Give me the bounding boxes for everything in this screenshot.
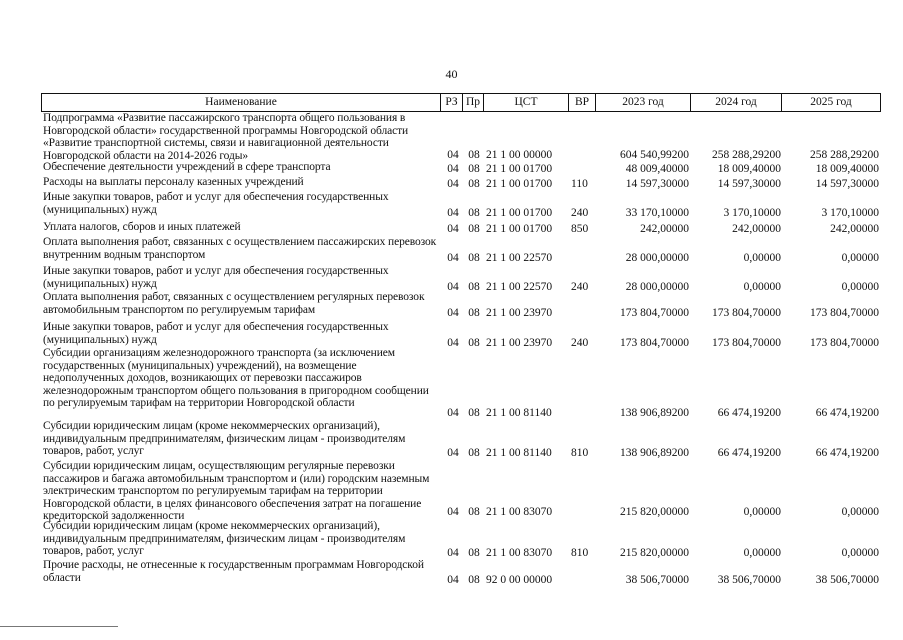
cell-y2025: 173 804,70000 [810, 337, 879, 349]
cell-y2024: 3 170,10000 [723, 207, 781, 219]
cell-rz: 04 [447, 574, 459, 586]
cell-cst: 21 1 00 01700 [486, 223, 553, 235]
footer-divider [0, 626, 118, 627]
cell-pr: 08 [468, 307, 480, 319]
cell-y2023: 173 804,70000 [620, 307, 689, 319]
cell-y2024: 66 474,19200 [717, 407, 781, 419]
header-2025: 2025 год [781, 93, 881, 112]
cell-y2025: 38 506,70000 [815, 574, 879, 586]
cell-name: Оплата выполнения работ, связанных с осуществлением пассажирских перевозок внутренним водным транспортом [43, 236, 437, 261]
cell-y2025: 242,00000 [830, 223, 879, 235]
cell-pr: 08 [468, 223, 480, 235]
cell-pr: 08 [468, 337, 480, 349]
cell-vr: 850 [571, 223, 589, 235]
cell-y2023: 33 170,10000 [625, 207, 689, 219]
cell-y2023: 38 506,70000 [625, 574, 689, 586]
cell-rz: 04 [447, 407, 459, 419]
cell-y2024: 173 804,70000 [712, 337, 781, 349]
cell-y2025: 0,00000 [841, 547, 879, 559]
cell-name: Иные закупки товаров, работ и услуг для обеспечения государственных (муниципальных) нужд [43, 265, 389, 290]
cell-rz: 04 [447, 223, 459, 235]
cell-pr: 08 [468, 547, 480, 559]
cell-y2024: 258 288,29200 [712, 149, 781, 161]
cell-cst: 21 1 00 01700 [486, 178, 553, 190]
cell-cst: 21 1 00 22570 [486, 252, 553, 264]
cell-rz: 04 [447, 547, 459, 559]
cell-y2025: 66 474,19200 [815, 447, 879, 459]
cell-y2024: 18 009,40000 [717, 163, 781, 175]
cell-name: Субсидии юридическим лицам (кроме некоммерческих организаций), индивидуальным предпринимателям, физическим лицам - производителям товаров, работ, услуг [43, 520, 406, 557]
cell-name: Субсидии организациям железнодорожного транспорта (за исключением государственных (муниципальных) учреждений), на возмещение недополученных доходов, возникающих от перевозки пассажиров железнодорожным транспортом общего пользования в пригородном сообщении по регулируемым тарифам на территории Новгородской области [43, 347, 429, 409]
cell-y2024: 0,00000 [743, 547, 781, 559]
cell-rz: 04 [447, 149, 459, 161]
cell-y2025: 0,00000 [841, 252, 879, 264]
cell-cst: 21 1 00 01700 [486, 163, 553, 175]
cell-pr: 08 [468, 149, 480, 161]
cell-y2025: 173 804,70000 [810, 307, 879, 319]
cell-y2024: 66 474,19200 [717, 447, 781, 459]
cell-y2025: 18 009,40000 [815, 163, 879, 175]
cell-rz: 04 [447, 506, 459, 518]
cell-y2023: 242,00000 [640, 223, 689, 235]
cell-pr: 08 [468, 407, 480, 419]
cell-name: Подпрограмма «Развитие пассажирского транспорта общего пользования в Новгородской области» государственной программы Новгородской области «Развитие транспортной системы, связи и навигационной деятельности Новгородской области на 2014-2026 годы» [43, 112, 409, 162]
cell-y2023: 138 906,89200 [620, 447, 689, 459]
cell-y2025: 0,00000 [841, 506, 879, 518]
cell-cst: 21 1 00 81140 [486, 407, 552, 419]
cell-name: Прочие расходы, не отнесенные к государственным программам Новгородской области [43, 559, 424, 584]
cell-name: Уплата налогов, сборов и иных платежей [43, 221, 241, 233]
cell-y2024: 0,00000 [743, 506, 781, 518]
cell-pr: 08 [468, 281, 480, 293]
cell-name: Оплата выполнения работ, связанных с осуществлением регулярных перевозок автомобильным транспортом по регулируемым тарифам [43, 291, 425, 316]
header-2024: 2024 год [690, 93, 782, 112]
cell-vr: 110 [571, 178, 588, 190]
header-vr: ВР [568, 93, 596, 112]
cell-name: Субсидии юридическим лицам, осуществляющим регулярные перевозки пассажиров и багажа автомобильным транспортом и (или) городским наземным электрическим транспортом по регулируемым тарифам на территории Новгородской области, в целях финансового обеспечения затрат на погашение кредиторской задолженности [43, 460, 430, 522]
cell-cst: 21 1 00 83070 [486, 547, 553, 559]
cell-pr: 08 [468, 574, 480, 586]
cell-vr: 240 [571, 281, 589, 293]
cell-pr: 08 [468, 178, 480, 190]
cell-name: Расходы на выплаты персоналу казенных учреждений [43, 176, 304, 188]
cell-y2023: 138 906,89200 [620, 407, 689, 419]
cell-y2024: 0,00000 [743, 281, 781, 293]
cell-y2025: 14 597,30000 [815, 178, 879, 190]
cell-pr: 08 [468, 252, 480, 264]
cell-rz: 04 [447, 163, 459, 175]
cell-y2025: 258 288,29200 [810, 149, 879, 161]
cell-y2023: 604 540,99200 [620, 149, 689, 161]
cell-vr: 810 [571, 547, 589, 559]
cell-y2023: 215 820,00000 [620, 506, 689, 518]
cell-pr: 08 [468, 506, 480, 518]
cell-cst: 92 0 00 00000 [486, 574, 553, 586]
cell-cst: 21 1 00 00000 [486, 149, 553, 161]
cell-pr: 08 [468, 207, 480, 219]
cell-cst: 21 1 00 83070 [486, 506, 553, 518]
cell-rz: 04 [447, 252, 459, 264]
cell-name: Обеспечение деятельности учреждений в сфере транспорта [43, 161, 331, 173]
cell-y2024: 14 597,30000 [717, 178, 781, 190]
cell-y2023: 28 000,00000 [625, 252, 689, 264]
cell-vr: 240 [571, 207, 589, 219]
cell-y2025: 0,00000 [841, 281, 879, 293]
cell-y2025: 66 474,19200 [815, 407, 879, 419]
cell-rz: 04 [447, 178, 459, 190]
cell-y2023: 48 009,40000 [625, 163, 689, 175]
cell-cst: 21 1 00 81140 [486, 447, 552, 459]
header-cst: ЦСТ [483, 93, 569, 112]
cell-rz: 04 [447, 447, 459, 459]
table-header [41, 93, 881, 112]
cell-y2023: 173 804,70000 [620, 337, 689, 349]
cell-name: Субсидии юридическим лицам (кроме некоммерческих организаций), индивидуальным предпринимателям, физическим лицам - производителям товаров, работ, услуг [43, 420, 406, 457]
cell-rz: 04 [447, 307, 459, 319]
page-number: 40 [445, 67, 458, 81]
cell-y2023: 215 820,00000 [620, 547, 689, 559]
cell-vr: 240 [571, 337, 589, 349]
cell-rz: 04 [447, 281, 459, 293]
cell-y2023: 14 597,30000 [625, 178, 689, 190]
cell-cst: 21 1 00 22570 [486, 281, 553, 293]
cell-cst: 21 1 00 23970 [486, 337, 553, 349]
cell-name: Иные закупки товаров, работ и услуг для обеспечения государственных (муниципальных) нужд [43, 321, 389, 346]
cell-y2024: 173 804,70000 [712, 307, 781, 319]
cell-y2024: 38 506,70000 [717, 574, 781, 586]
cell-vr: 810 [571, 447, 589, 459]
cell-y2025: 3 170,10000 [821, 207, 879, 219]
cell-pr: 08 [468, 447, 480, 459]
cell-y2024: 0,00000 [743, 252, 781, 264]
cell-y2023: 28 000,00000 [625, 281, 689, 293]
cell-y2024: 242,00000 [732, 223, 781, 235]
cell-name: Иные закупки товаров, работ и услуг для обеспечения государственных (муниципальных) нужд [43, 191, 389, 216]
header-pr: Пр [462, 93, 484, 112]
cell-cst: 21 1 00 01700 [486, 207, 553, 219]
cell-rz: 04 [447, 337, 459, 349]
header-2023: 2023 год [595, 93, 691, 112]
cell-pr: 08 [468, 163, 480, 175]
cell-cst: 21 1 00 23970 [486, 307, 553, 319]
header-name: Наименование [41, 93, 441, 112]
header-rz: РЗ [440, 93, 463, 112]
cell-rz: 04 [447, 207, 459, 219]
